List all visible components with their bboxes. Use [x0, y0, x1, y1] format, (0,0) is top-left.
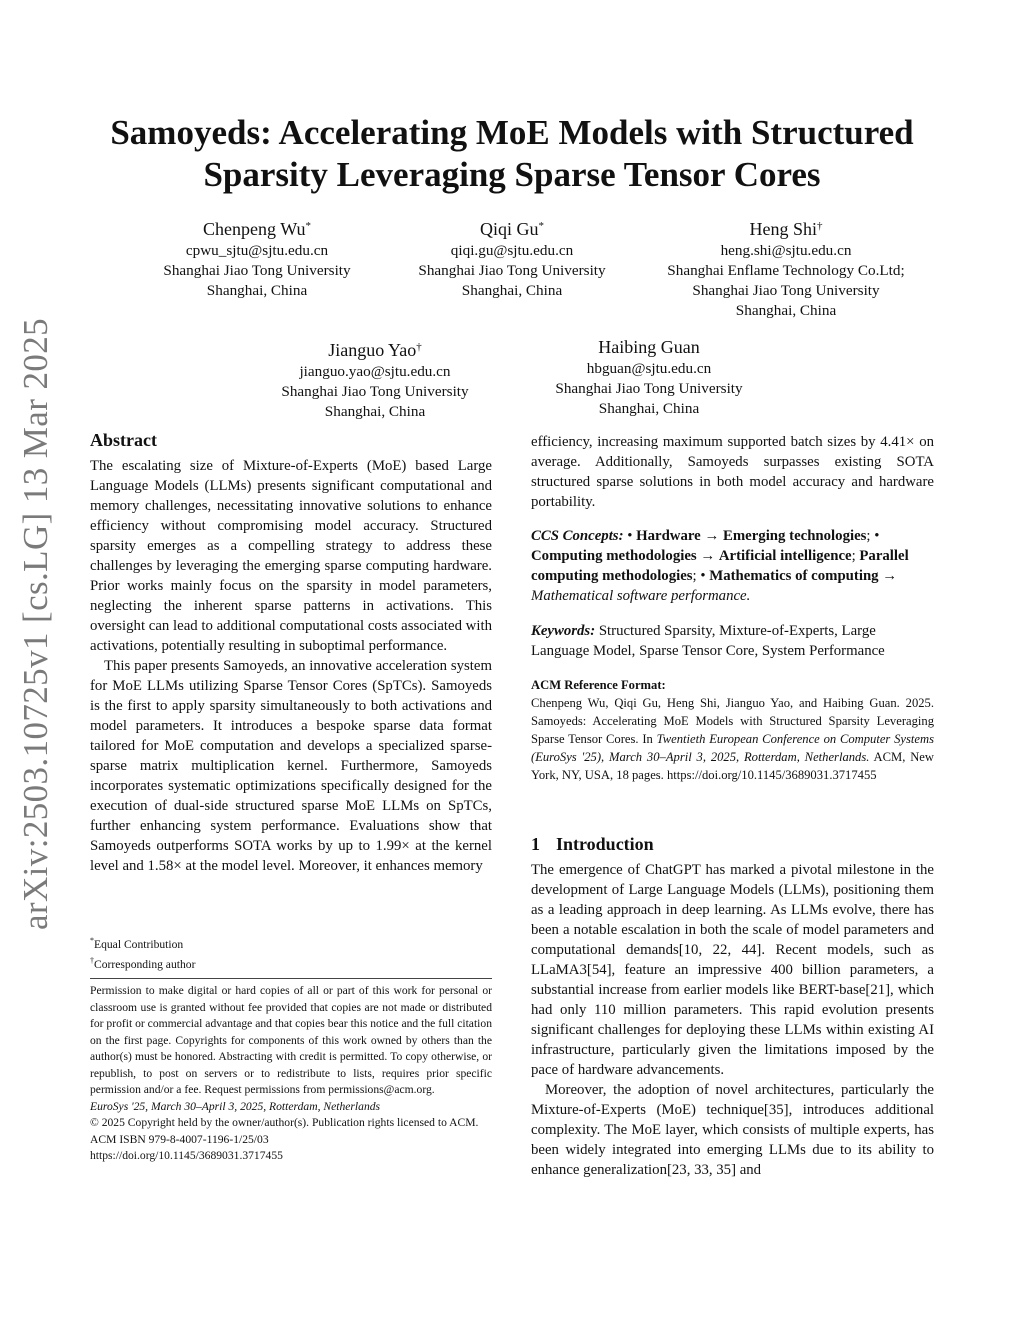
- ccs-item: Parallel computing methodologies: [531, 548, 909, 584]
- author-affiliation: Shanghai Jiao Tong University: [418, 262, 606, 279]
- section-heading: Introduction: [556, 834, 654, 854]
- author-location: Shanghai, China: [598, 400, 700, 417]
- abstract-heading: Abstract: [90, 430, 157, 450]
- copyright-line: © 2025 Copyright held by the owner/author(s). Publication rights licensed to ACM.: [90, 1116, 479, 1129]
- isbn-line: ACM ISBN 979-8-4007-1196-1/25/03: [90, 1132, 269, 1146]
- keywords-text: Structured Sparsity, Mixture-of-Experts, Large Language Model, Sparse Tensor Core, System Performance: [531, 623, 885, 659]
- abstract-continuation: efficiency, increasing maximum supported batch sizes by 4.41× on average. Additionally, Samoyeds surpasses existing SOTA structured sparse solutions in both model accuracy and hardware portability.: [531, 434, 934, 510]
- ccs-item: Hardware: [636, 528, 701, 544]
- author-affiliation: Shanghai Enflame Technology Co.Ltd;: [667, 262, 905, 279]
- author-location: Shanghai, China: [206, 282, 308, 299]
- introduction-section: [531, 834, 934, 1180]
- abstract-paragraph-1: The escalating size of Mixture-of-Experts (MoE) based Large Language Models (LLMs) presents significant computational and memory challenges, necessitating innovative solutions to enhance efficiency without compromising model accuracy. Structured sparsity emerges as a compelling strategy to address these challenges by leveraging the emerging sparse computing hardware. Prior works mainly focus on the sparsity in model parameters, neglecting the inherent sparse patterns in activations. This oversight can lead to additional computational costs associated with activations, potentially resulting in suboptimal performance.: [90, 458, 492, 654]
- author-block: [367, 214, 657, 301]
- author-name: Jianguo Yao: [328, 340, 417, 360]
- acm-reference: [531, 676, 934, 784]
- permission-divider: [90, 978, 492, 979]
- footnote-mark: *: [90, 936, 94, 945]
- title-line-2: Sparsity Leveraging Sparse Tensor Cores: [203, 155, 821, 194]
- author-block: [230, 335, 520, 422]
- abstract-paragraph-2: This paper presents Samoyeds, an innovative acceleration system for MoE LLMs utilizing Sparse Tensor Cores (SpTCs). Samoyeds is the first to apply sparsity simultaneously to both activations and model parameters. It introduces a bespoke sparse data format tailored for MoE computation and develops a specialized sparse-sparse matrix multiplication kernel. Furthermore, Samoyeds incorporates systematic optimizations specifically designed for the execution of dual-side structured sparse MoE LLMs on SpTCs, further enhancing system performance. Evaluations show that Samoyeds outperforms SOTA works by up to 1.99× at the kernel level and 1.58× at the model level. Moreover, it enhances memory: [90, 658, 492, 874]
- author-name: Heng Shi: [749, 219, 817, 239]
- author-block: [504, 335, 794, 419]
- author-affiliation: Shanghai Jiao Tong University: [555, 380, 743, 397]
- reference-text: Chenpeng Wu, Qiqi Gu, Heng Shi, Jianguo Yao, and Haibing Guan. 2025. Samoyeds: Accelerating MoE Models with Structured Sparsity Leveraging Sparse Tensor Cores. In: [531, 696, 934, 746]
- author-email: heng.shi@sjtu.edu.cn: [720, 242, 852, 259]
- footnote-mark: †: [90, 956, 94, 966]
- permission-text: Permission to make digital or hard copies of all or part of this work for personal or classroom use is granted without fee provided that copies are not made or distributed for profit or commercial advantage and that copies bear this notice and the full citation on the first page. Copyrights for components of this work owned by others than the author(s) must be honored. Abstracting with credit is permitted. To copy otherwise, or republish, to post on servers or to redistribute to lists, requires prior specific permission and/or a fee. Request permissions from permissions@acm.org.: [90, 984, 492, 1096]
- ccs-item: Computing methodologies: [531, 548, 697, 564]
- author-location: Shanghai, China: [735, 302, 837, 319]
- section-number: 1: [531, 834, 540, 854]
- ccs-item: Artificial intelligence: [718, 548, 852, 564]
- author-affiliation-2: Shanghai Jiao Tong University: [692, 282, 880, 299]
- author-email: jianguo.yao@sjtu.edu.cn: [299, 363, 451, 380]
- abstract-section: [90, 430, 492, 876]
- author-location: Shanghai, China: [324, 403, 426, 420]
- author-location: Shanghai, China: [461, 282, 563, 299]
- footnotes: [90, 933, 492, 974]
- author-email: hbguan@sjtu.edu.cn: [586, 360, 712, 377]
- reference-venue: Twentieth European Conference on Computer Systems (EuroSys '25), March 30–April 3, 2025, Rotterdam, Netherlands.: [531, 732, 934, 764]
- paper-title: [60, 112, 964, 196]
- ccs-concepts: CCS Concepts: • Hardware → Emerging technologies; • Computing methodologies → Artificial intelligence; Parallel computing methodologies; • Mathematics of computing → Mathematical software performance.: [531, 528, 909, 604]
- reference-text-end: ACM, New York, NY, USA, 18 pages. https://doi.org/10.1145/3689031.3717455: [531, 750, 934, 782]
- abstract-continued: [531, 432, 934, 512]
- author-affiliation: Shanghai Jiao Tong University: [281, 383, 469, 400]
- author-mark: *: [305, 220, 311, 232]
- author-mark: *: [538, 220, 544, 232]
- ccs-item: Emerging technologies: [722, 528, 867, 544]
- reference-heading: ACM Reference Format:: [531, 678, 666, 692]
- footnote-corresponding: Corresponding author: [94, 958, 196, 972]
- permission-block: [90, 983, 492, 1165]
- venue-line: EuroSys '25, March 30–April 3, 2025, Rotterdam, Netherlands: [90, 1099, 381, 1113]
- ccs-item: Mathematical software performance.: [531, 588, 751, 604]
- author-block: [112, 214, 402, 301]
- author-mark: †: [817, 220, 823, 232]
- ccs-item: Mathematics of computing: [709, 568, 879, 584]
- author-affiliation: Shanghai Jiao Tong University: [163, 262, 351, 279]
- author-email: cpwu_sjtu@sjtu.edu.cn: [185, 242, 329, 259]
- title-line-1: Samoyeds: Accelerating MoE Models with Structured: [110, 113, 914, 152]
- keywords-label: Keywords:: [531, 623, 596, 639]
- intro-paragraph-1: The emergence of ChatGPT has marked a pivotal milestone in the development of Large Language Models (LLMs), positioning them as a leading approach in deep learning. As LLMs evolve, there has been a notable escalation in both the scale of model parameters and computational demands[10, 22, 44]. Recent models, such as LLaMA3[54], feature an impressive 400 billion parameters, a substantial increase from earlier models like BERT-base[21], which had only 110 million parameters. This rapid evolution presents significant challenges for deploying these LLMs within existing AI infrastructure, particularly given the limitations imposed by the pace of hardware advancements.: [531, 862, 934, 1078]
- author-email: qiqi.gu@sjtu.edu.cn: [450, 242, 574, 259]
- author-name: Chenpeng Wu: [203, 219, 306, 239]
- doi-line: https://doi.org/10.1145/3689031.3717455: [90, 1149, 283, 1162]
- author-block: [636, 214, 936, 321]
- arxiv-stamp: arXiv:2503.10725v1 [cs.LG] 13 Mar 2025: [16, 317, 55, 930]
- author-name: Qiqi Gu: [480, 219, 539, 239]
- author-name: Haibing Guan: [598, 337, 700, 357]
- intro-paragraph-2: Moreover, the adoption of novel architectures, particularly the Mixture-of-Experts (MoE) technique[35], introduces additional complexity. The MoE layer, which consists of multiple experts, has been widely integrated into emerging LLMs due to its ability to enhance generalization[23, 33, 35] and: [531, 1082, 934, 1178]
- keywords-section: [531, 621, 934, 661]
- author-mark: †: [416, 341, 422, 353]
- footnote-equal: Equal Contribution: [94, 937, 184, 951]
- ccs-label: CCS Concepts:: [531, 528, 624, 544]
